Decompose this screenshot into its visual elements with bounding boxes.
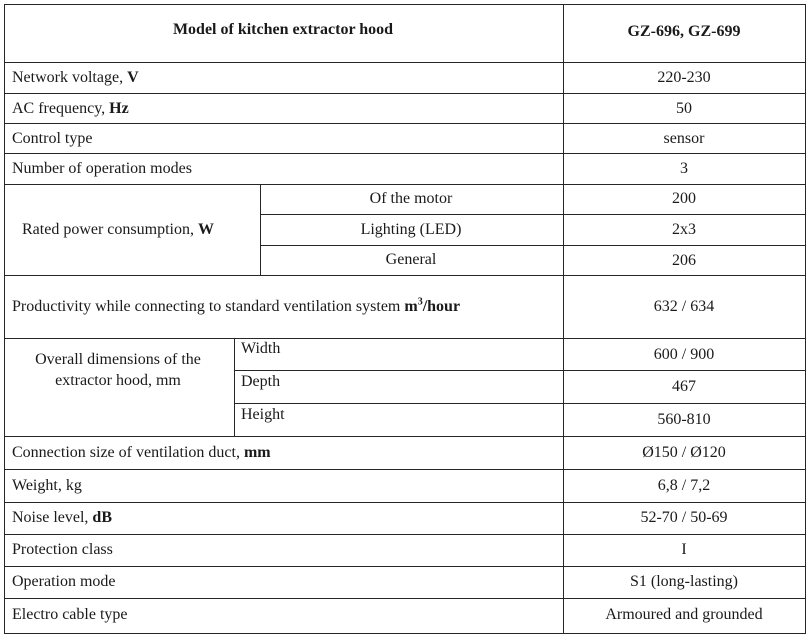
row-modes-value: 3 xyxy=(680,160,688,177)
row-operation-value: S1 (long-lasting) xyxy=(630,573,738,590)
row-power-general-value: 206 xyxy=(672,252,696,269)
row-noise-label: Noise level, dB xyxy=(12,509,112,526)
row-power-lighting-label: Lighting (LED) xyxy=(360,221,462,238)
row-cable-label: Electro cable type xyxy=(12,606,128,623)
header-model-label: Model of kitchen extractor hood xyxy=(172,21,394,38)
row-connection-label: Connection size of ventilation duct, mm xyxy=(12,444,271,461)
row-connection-value: Ø150 / Ø120 xyxy=(642,444,726,461)
row-operation-label: Operation mode xyxy=(12,573,116,590)
row-power-general-label: General xyxy=(385,251,437,268)
row-dimensions-height-value: 560-810 xyxy=(657,411,711,428)
row-modes-label: Number of operation modes xyxy=(12,160,192,177)
row-dimensions-height-label: Height xyxy=(241,406,285,423)
row-weight-label: Weight, kg xyxy=(12,477,82,494)
row-productivity-value: 632 / 634 xyxy=(653,298,715,315)
row-dimensions-depth-label: Depth xyxy=(241,373,281,390)
row-protection-label: Protection class xyxy=(12,541,113,558)
row-voltage-value: 220-230 xyxy=(657,69,711,86)
row-noise-value: 52-70 / 50-69 xyxy=(640,509,728,526)
row-power-motor-label: Of the motor xyxy=(369,190,453,207)
row-productivity-label: Productivity while connecting to standard ventilation system $m^3$/hour xyxy=(12,296,461,315)
row-frequency-label: AC frequency, Hz xyxy=(12,100,129,117)
row-power-lighting-value: 2x3 xyxy=(672,221,696,238)
row-cable-value: Armoured and grounded xyxy=(605,606,763,623)
row-dimensions-depth-value: 467 xyxy=(672,378,696,395)
row-control-label: Control type xyxy=(12,130,93,147)
row-dimensions-width-value: 600 / 900 xyxy=(653,346,715,363)
row-dimensions-width-label: Width xyxy=(241,340,281,357)
row-frequency-value: 50 xyxy=(676,100,692,117)
row-weight-value: 6,8 / 7,2 xyxy=(657,477,711,494)
row-voltage-label: Network voltage, V xyxy=(12,69,139,86)
row-dimensions-label-line2: extractor hood, mm xyxy=(55,372,181,389)
row-dimensions-label-line1: Overall dimensions of the xyxy=(35,351,201,368)
row-protection-value: I xyxy=(681,541,687,558)
row-control-value: sensor xyxy=(663,130,705,147)
header-model-value: GZ-696, GZ-699 xyxy=(627,23,741,40)
row-power-motor-value: 200 xyxy=(672,190,696,207)
row-power-label: Rated power consumption, W xyxy=(22,221,214,238)
